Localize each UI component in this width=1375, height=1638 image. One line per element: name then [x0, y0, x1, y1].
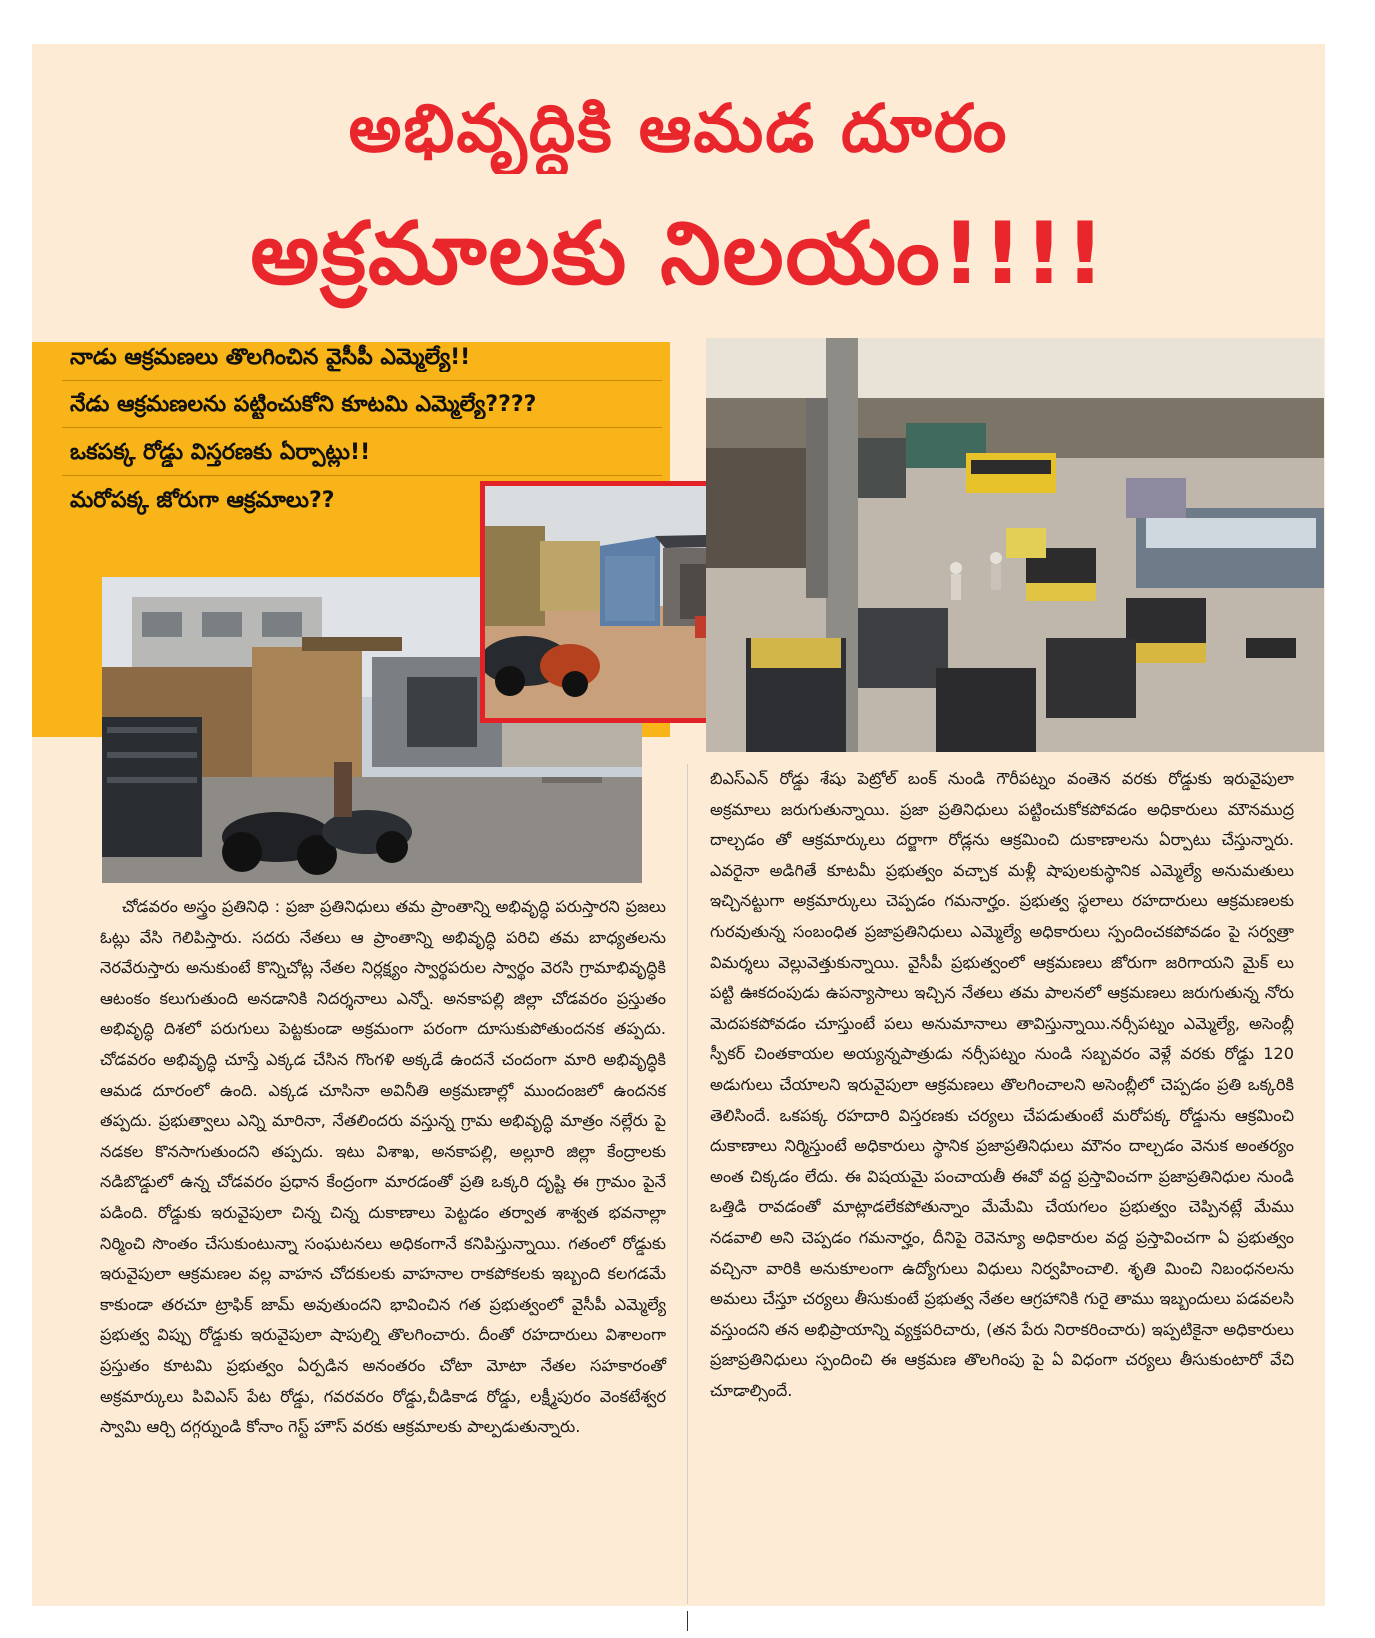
column-divider: [687, 764, 688, 1604]
strapline-2: నేడు ఆక్రమణలను పట్టించుకోని కూటమి ఎమ్మెల్యే????: [70, 392, 537, 417]
strapline-3: ఒకపక్క రోడ్డు విస్తరణకు ఏర్పాట్లు!!: [70, 440, 371, 465]
newspaper-clipping: [32, 44, 1325, 1606]
article-column-right: బిఎస్ఎన్ రోడ్డు శేషు పెట్రోల్ బంక్ నుండి గౌరీపట్నం వంతెన వరకు రోడ్డుకు ఇరువైపులా అక్రమాలు జరుగుతున్నాయి. ప్రజా ప్రతినిధులు పట్టించుకోకపోవడం అధికారులు మౌనముద్ర దాల్చడం తో ఆక్రమార్కులు దర్జాగా రోడ్లను ఆక్రమించి దుకాణాలను ఏర్పాటు చేస్తున్నారు. ఎవరైనా అడిగితే కూటమీ ప్రభుత్వం వచ్చాక మళ్లీ షాపులకుస్థానిక ఎమ్మెల్యే అనుమతులు ఇచ్చినట్టుగా అక్రమార్కులు చెప్పడం గమనార్హం. ప్రభుత్వ స్థలాలు రహదారులు ఆక్రమణలకు గురవుతున్న సంబంధిత ప్రజాప్రతినిధులు ఎమ్మెల్యే అధికారులు స్పందించకపోవడం పై సర్వత్రా విమర్శలు వెల్లువెత్తుకున్నాయి. వైసీపీ ప్రభుత్వంలో ఆక్రమణలు జోరుగా జరిగాయని మైక్ లు పట్టి ఊకదంపుడు ఉపన్యాసాలు ఇచ్చిన నేతలు తమ పాలనలో ఆక్రమణలు జరుగుతున్న నోరు మెదపకపోవడం చూస్తుంటే పలు అనుమానాలు తావిస్తున్నాయి.నర్సీపట్నం ఎమ్మెల్యే, అసెంబ్లీ స్పీకర్ చింతకాయల అయ్యన్నపాత్రుడు నర్సీపట్నం నుండి సబ్బవరం వెళ్లే వరకు రోడ్డు 120 అడుగులు చేయాలని ఇరువైపులా ఆక్రమణలు తొలగించాలని అసెంబ్లీలో చెప్పడం ప్రతి ఒక్కరికి తెలిసిందే. ఒకపక్క రహదారి విస్తరణకు చర్యలు చేపడుతుంటే మరోపక్క రోడ్డును ఆక్రమించి దుకాణాలు నిర్మిస్తుంటే అధికారులు స్థానిక ప్రజాప్రతినిధులు మౌనం దాల్చడం వెనుక అంతర్యం అంత చిక్కడం లేదు. ఈ విషయమై పంచాయతీ ఈవో వద్ద ప్రస్తావించగా ప్రజాప్రతినిధుల నుండి ఒత్తిడి రావడంతో మాట్లాడలేకపోతున్నాం మేమేమి చేయగలం ప్రభుత్వం చెప్పినట్లే మేము నడవాలి అని చెప్పడం గమనార్హం, దీనిపై రెవెన్యూ అధికారుల వద్ద ప్రస్తావించగా ఏ ప్రభుత్వం వచ్చినా వారికి అనుకూలంగా ఉద్యోగులు విధులు నిర్వహించాలి. శృతి మించి నిబంధనలను అమలు చేస్తూ చర్యలు తీసుకుంటే ప్రభుత్వ నేతల ఆగ్రహానికి గురై తాము ఇబ్బందులు పడవలసి వస్తుందని తన అభిప్రాయాన్ని వ్యక్తపరిచారు, (తన పేరు నిరాకరించారు) ఇప్పటికైనా అధికారులు ప్రజాప్రతినిధులు స్పందించి ఈ ఆక్రమణ తొలగింపు పై ఏ విధంగా చర్యలు తీసుకుంటారో వేచి చూడాల్సిందే.: [710, 769, 1294, 1400]
strapline-4: మరోపక్క జోరుగా ఆక్రమాలు??: [70, 488, 335, 513]
headline-line-1: అభివృద్ధికి ఆమడ దూరం: [348, 90, 1009, 167]
article-column-left: చోడవరం అస్త్రం ప్రతినిధి : ప్రజా ప్రతినిధులు తమ ప్రాంతాన్ని అభివృద్ధి పరుస్తారని ప్రజలు ఓట్లు వేసి గెలిపిస్తారు. సదరు నేతలు ఆ ప్రాంతాన్ని అభివృద్ధి పరిచి తమ బాధ్యతలను నెరవేరుస్తారు అనుకుంటే కొన్నిచోట్ల నేతల నిర్లక్ష్యం స్వార్థపరుల స్వార్థం వెరసి గ్రామాభివృద్ధికి ఆటంకం కలుగుతుంది అనడానికి నిదర్శనాలు ఎన్నో. అనకాపల్లి జిల్లా చోడవరం ప్రస్తుతం అభివృద్ధి దిశలో పరుగులు పెట్టకుండా అక్రమంగా పరంగా దూసుకుపోతుందనక తప్పదు. చోడవరం అభివృద్ధి చూస్తే ఎక్కడ చేసిన గొంగళి అక్కడే ఉందనే చందంగా మారి అభివృద్ధికి ఆమడ దూరంలో ఉంది. ఎక్కడ చూసినా అవినీతి అక్రమణాల్లో ముందంజలో ఉందనక తప్పదు. ప్రభుత్వాలు ఎన్ని మారినా, నేతలిందరు వస్తున్న గ్రామ అభివృద్ధి మాత్రం నల్లేరు పై నడకల కొనసాగుతుందని తప్పదు. ఇటు విశాఖ, అనకాపల్లి, అల్లూరి జిల్లా కేంద్రాలకు నడిబొడ్డులో ఉన్న చోడవరం ప్రధాన కేంద్రంగా మారడంతో ప్రతి ఒక్కరి దృష్టి ఈ గ్రామం పైనే పడింది. రోడ్డుకు ఇరువైపులా చిన్న చిన్న దుకాణాలు పెట్టడం తర్వాత శాశ్వత భవనాల్లా నిర్మించి సొంతం చేసుకుంటున్నా సంఘటనలు అధికంగానే కనిపిస్తున్నాయి. గతంలో రోడ్డుకు ఇరువైపులా ఆక్రమణల వల్ల వాహన చోదకులకు వాహనాల రాకపోకలకు ఇబ్బంది కలగడమే కాకుండా తరచూ ట్రాఫిక్ జామ్ అవుతుందని భావించిన గత ప్రభుత్వంలో వైసీపీ ఎమ్మెల్యే ప్రభుత్వ విప్పు రోడ్డుకు ఇరువైపులా షాపుల్ని తొలగించారు. దీంతో రహదారులు విశాలంగా ప్రస్తుతం కూటమి ప్రభుత్వం ఏర్పడిన అనంతరం చోటా మోటా నేతల సహకారంతో అక్రమార్కులు పివిఎస్ పేట రోడ్డు, గవరవరం రోడ్డు,చీడికాడ రోడ్డు, లక్ష్మీపురం వెంకటేశ్వర స్వామి ఆర్చి దగ్గర్నుండి కోనాం గెస్ట్ హౌస్ వరకు ఆక్రమాలకు పాల్పడుతున్నారు.: [100, 897, 666, 1437]
photo-busy-junction: [706, 338, 1324, 752]
strapline-divider: [62, 380, 662, 381]
headline-line-2: అక్రమాలకు నిలయం!!!!: [250, 204, 1107, 304]
strapline-divider: [62, 475, 662, 476]
footer-mark: [687, 1611, 688, 1631]
strapline-1: నాడు ఆక్రమణలు తొలగించిన వైసీపీ ఎమ్మెల్యే!!: [70, 345, 471, 370]
strapline-divider: [62, 427, 662, 428]
